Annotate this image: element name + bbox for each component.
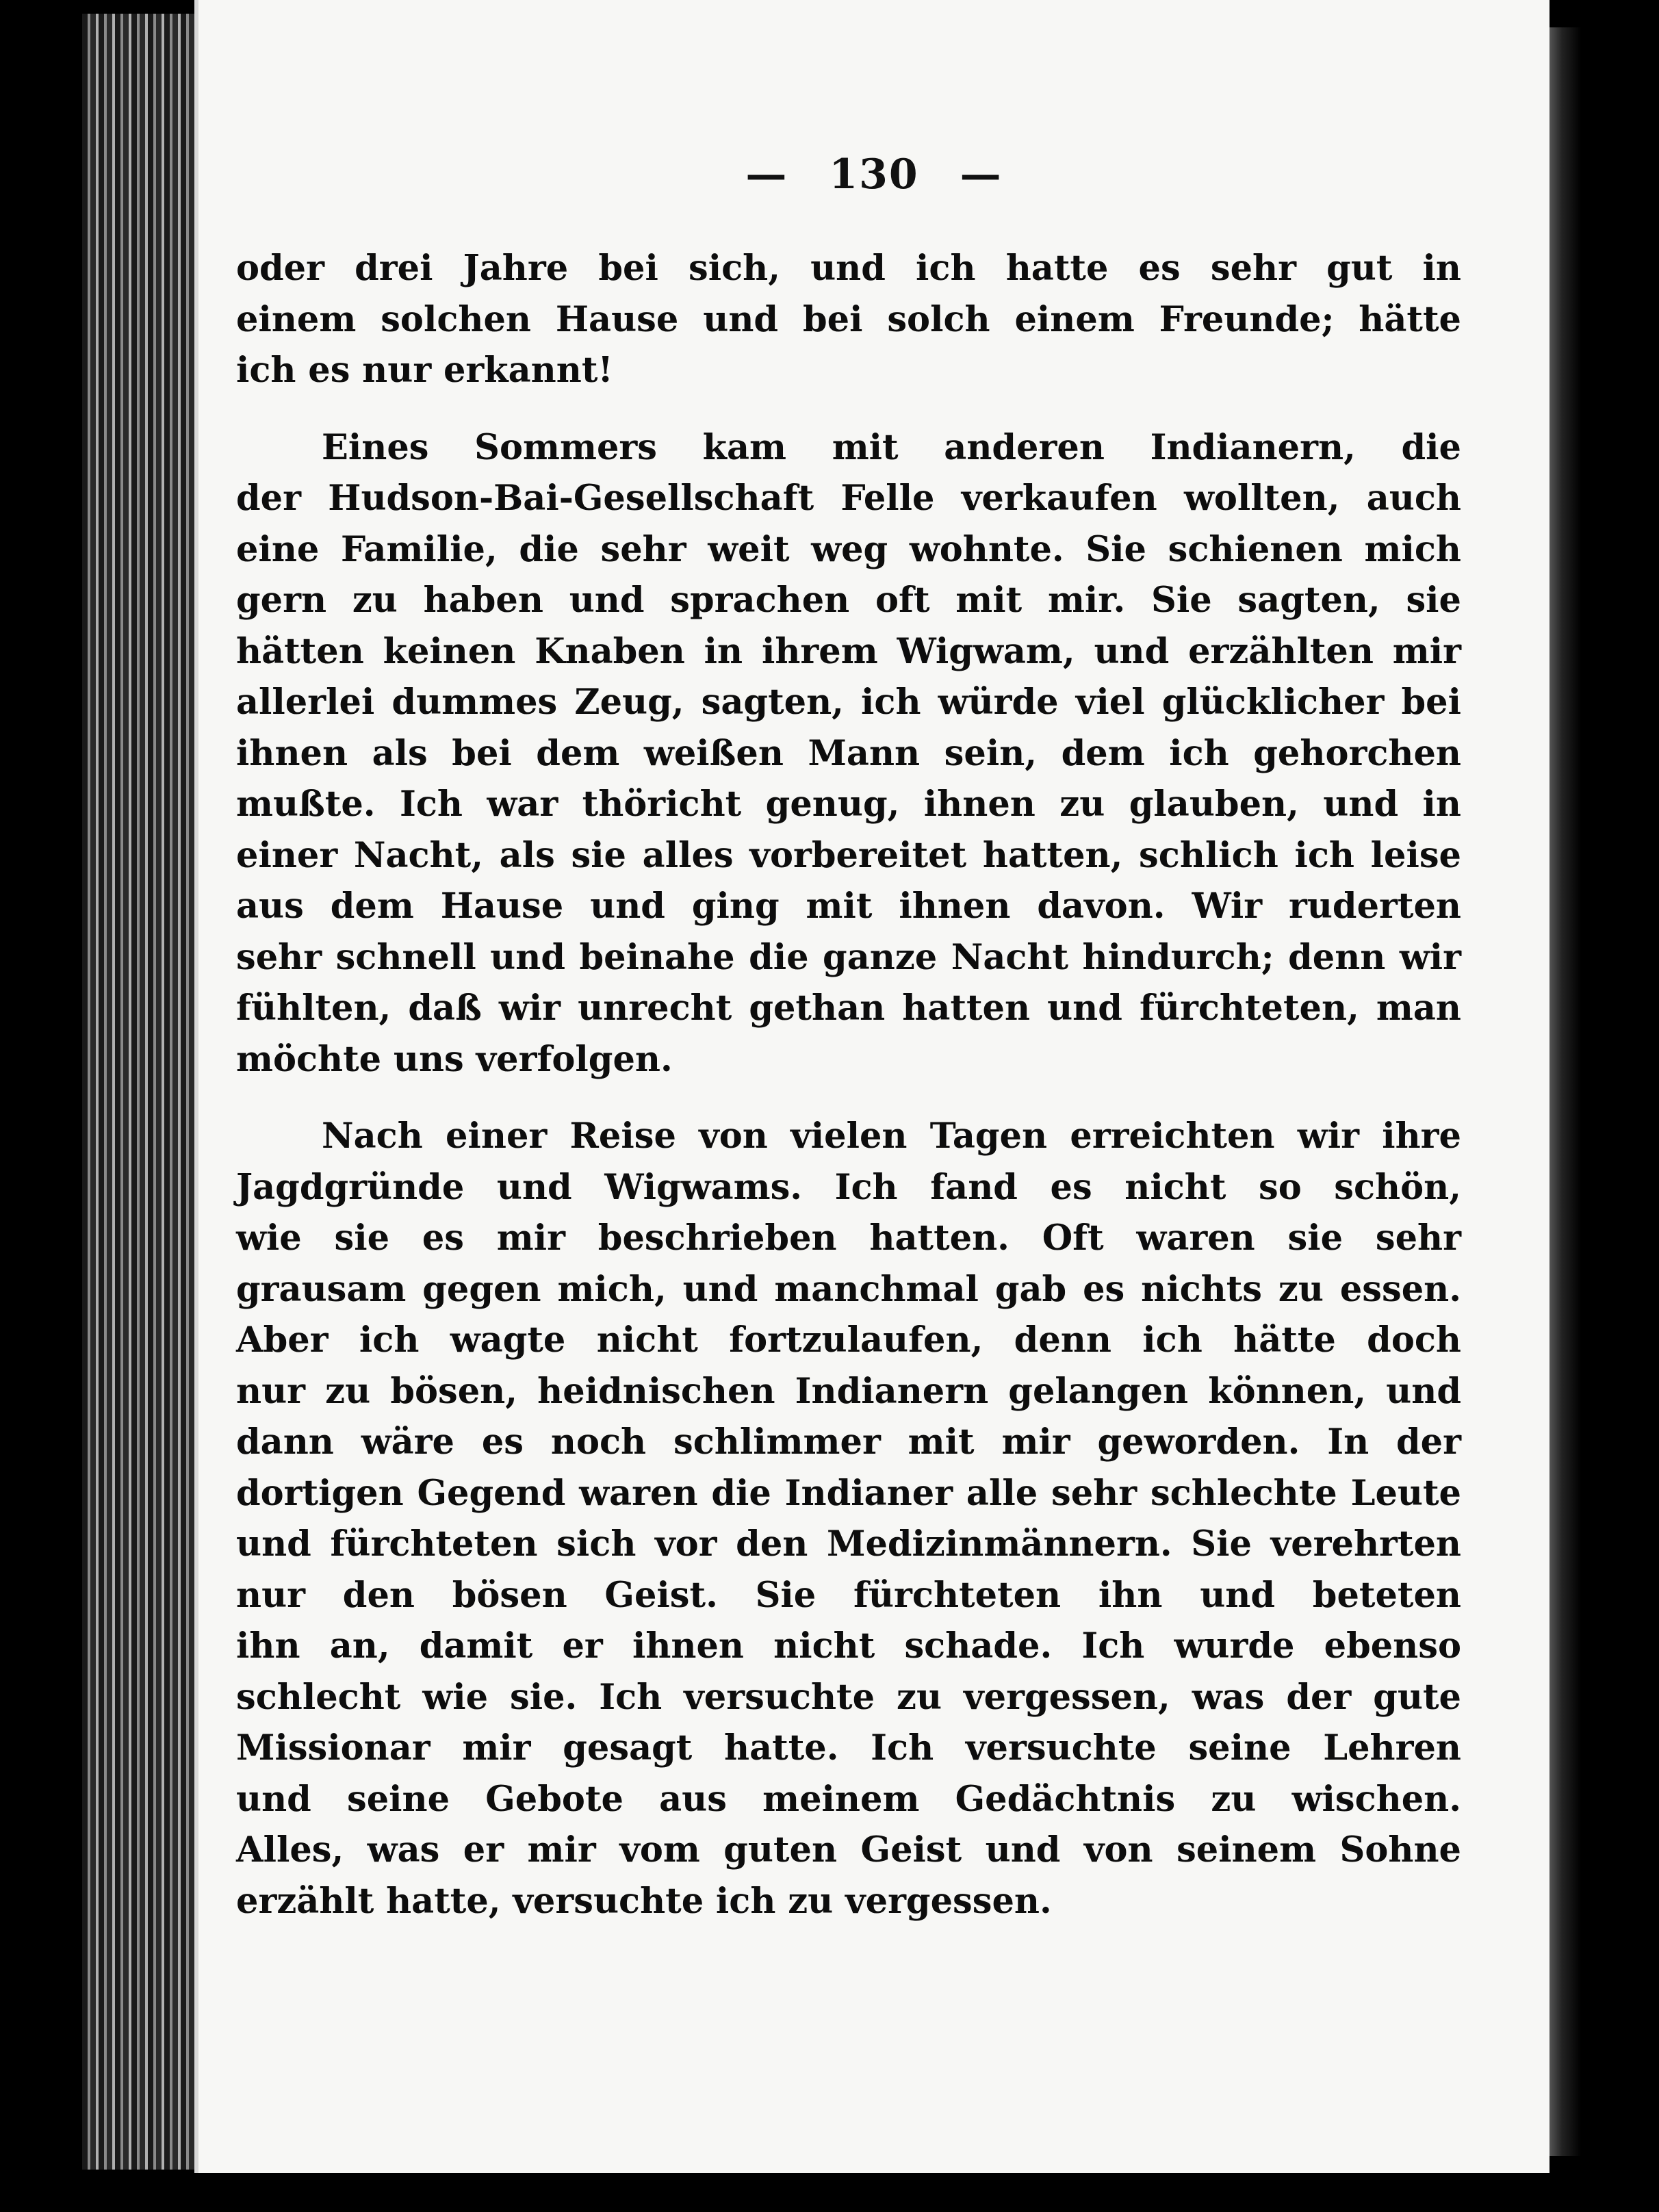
text-line: aus dem Hause und ging mit ihnen davon. Wir ruderten xyxy=(236,886,1461,927)
text-line: nur zu bösen, heidnischen Indianern gelangen können, und xyxy=(236,1370,1461,1412)
text-line: und seine Gebote aus meinem Gedächtnis zu wischen. xyxy=(236,1778,1461,1820)
text-line: der Hudson-Bai-Gesellschaft Felle verkaufen wollten, auch xyxy=(236,478,1461,519)
paragraph-3 xyxy=(236,1111,1461,1927)
text-line: eine Familie, die sehr weit weg wohnte. Sie schienen mich xyxy=(236,528,1461,570)
paragraph-2 xyxy=(236,422,1461,1085)
text-line: allerlei dummes Zeug, sagten, ich würde viel glücklicher bei xyxy=(236,682,1461,723)
page-number-dash-left: — xyxy=(745,151,788,198)
text-line: schlecht wie sie. Ich versuchte zu vergessen, was der gute xyxy=(236,1676,1461,1718)
page-number-dash-right: — xyxy=(960,151,1003,198)
text-line: Aber ich wagte nicht fortzulaufen, denn ich hätte doch xyxy=(236,1320,1461,1361)
text-line: möchte uns verfolgen. xyxy=(236,1038,673,1080)
text-line: nur den bösen Geist. Sie fürchteten ihn und beteten xyxy=(236,1574,1461,1616)
text-line: mußte. Ich war thöricht genug, ihnen zu glauben, und in xyxy=(236,784,1461,825)
text-line: oder drei Jahre bei sich, und ich hatte es sehr gut in xyxy=(236,248,1461,289)
text-line: dortigen Gegend waren die Indianer alle sehr schlechte Leute xyxy=(236,1472,1461,1514)
text-line: erzählt hatte, versuchte ich zu vergessen. xyxy=(236,1880,1052,1922)
text-line: Eines Sommers kam mit anderen Indianern, die xyxy=(322,426,1461,468)
text-line: einer Nacht, als sie alles vorbereitet hatten, schlich ich leise xyxy=(236,834,1461,876)
text-line: fühlten, daß wir unrecht gethan hatten und fürchteten, man xyxy=(236,988,1461,1029)
book-gutter-shadow xyxy=(1549,27,1581,2156)
paragraph-1 xyxy=(236,243,1461,396)
text-line: und fürchteten sich vor den Medizinmännern. Sie verehrten xyxy=(236,1523,1461,1565)
text-line: Alles, was er mir vom guten Geist und von seinem Sohne xyxy=(236,1829,1461,1870)
text-line: einem solchen Hause und bei solch einem Freunde; hätte xyxy=(236,298,1461,340)
book-page-edges xyxy=(82,14,198,2170)
text-line: Nach einer Reise von vielen Tagen erreichten wir ihre xyxy=(322,1116,1461,1157)
text-line: grausam gegen mich, und manchmal gab es nichts zu essen. xyxy=(236,1268,1461,1310)
text-line: sehr schnell und beinahe die ganze Nacht hindurch; denn wir xyxy=(236,936,1461,978)
page-number: 130 xyxy=(829,151,919,198)
text-line: dann wäre es noch schlimmer mit mir geworden. In der xyxy=(236,1422,1461,1463)
text-line: ihn an, damit er ihnen nicht schade. Ich wurde ebenso xyxy=(236,1625,1461,1667)
text-line: Jagdgründe und Wigwams. Ich fand es nicht so schön, xyxy=(236,1166,1461,1208)
page-number-header xyxy=(198,151,1549,198)
text-line: ihnen als bei dem weißen Mann sein, dem ich gehorchen xyxy=(236,732,1461,774)
text-line: ich es nur erkannt! xyxy=(236,350,613,391)
text-line: wie sie es mir beschrieben hatten. Oft waren sie sehr xyxy=(236,1218,1461,1259)
text-line: hätten keinen Knaben in ihrem Wigwam, und erzählten mir xyxy=(236,630,1461,672)
text-line: gern zu haben und sprachen oft mit mir. Sie sagten, sie xyxy=(236,580,1461,621)
body-text xyxy=(236,243,1461,1927)
text-line: Missionar mir gesagt hatte. Ich versuchte seine Lehren xyxy=(236,1727,1461,1769)
